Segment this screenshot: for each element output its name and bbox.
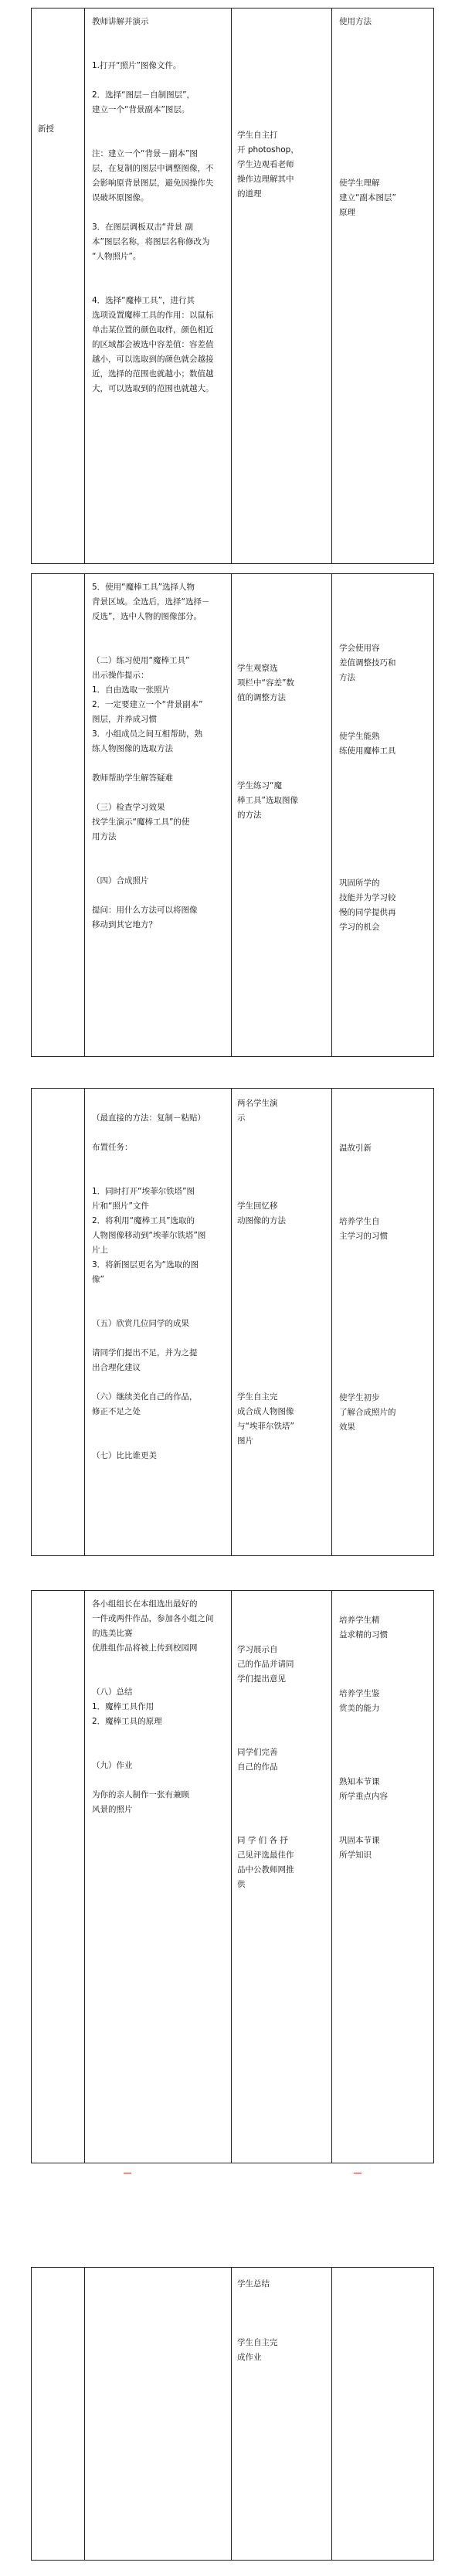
- blank-line: [92, 279, 228, 294]
- text-line: 学们提出意见: [237, 1674, 286, 1684]
- column-divider: [331, 8, 332, 563]
- text-line: 4．选择“魔棒工具”，进行其: [92, 296, 195, 305]
- blank-line: [92, 44, 228, 59]
- blank-line: [339, 1185, 430, 1200]
- text-line: 2．将利用“魔棒工具”选取的: [92, 1216, 195, 1225]
- text-line: 差值调整技巧和: [339, 658, 396, 668]
- text-line: 的选美比赛: [92, 1629, 133, 1638]
- text-line: 大，可以选取到的范围也就越大。: [92, 384, 214, 393]
- text-line: 温故引新: [339, 1144, 372, 1153]
- blank-line: [339, 29, 430, 44]
- blank-line: [237, 1361, 328, 1375]
- blank-line: [237, 1375, 328, 1390]
- text-line: 原理: [339, 208, 355, 217]
- text-line: 3．将新图层更名为“选取的图: [92, 1260, 199, 1269]
- text-line: 赏美的能力: [339, 1704, 380, 1713]
- blank-line: [237, 1599, 328, 1613]
- blank-line: [92, 1419, 228, 1434]
- text-line: 片上: [92, 1246, 108, 1255]
- text-line: 学习的机会: [339, 923, 380, 932]
- blank-line: [339, 1347, 430, 1361]
- text-line: 练使用魔棒工具: [339, 746, 396, 756]
- blank-line: [339, 132, 430, 147]
- text-line: 本”图层名称，将图层名称修改为: [92, 237, 210, 246]
- text-line: 优胜组作品将被上传到校园网: [92, 1643, 198, 1653]
- lesson-table-3: [31, 1088, 434, 1556]
- text-line: 近，选择的范围也就越小；数值越: [92, 369, 214, 379]
- text-line: （八）总结: [92, 1687, 133, 1697]
- text-line: 层，在复制的图层中调整图像，不: [92, 164, 214, 173]
- blank-line: [339, 73, 430, 88]
- blank-line: [237, 1701, 328, 1716]
- blank-line: [339, 1273, 430, 1288]
- text-line: 同 学 们 各 抒: [237, 1836, 288, 1845]
- text-line: 同学们完善: [237, 1748, 278, 1757]
- text-line: 练人物图像的选取方法: [92, 744, 173, 753]
- blank-line: [339, 1288, 430, 1303]
- text-line: 修正不足之处: [92, 1407, 141, 1416]
- text-line: 2．一定要建立一个“背景副本”: [92, 700, 203, 709]
- design-purpose-column: [339, 1112, 430, 1435]
- blank-line: [339, 1804, 430, 1819]
- column-divider: [231, 1089, 232, 1555]
- column-divider: [84, 1591, 85, 2163]
- blank-line: [339, 1376, 430, 1391]
- blank-line: [339, 715, 430, 729]
- column-divider: [84, 574, 85, 1056]
- text-line: 建立一个“背景副本”图层。: [92, 105, 190, 114]
- blank-line: [237, 603, 328, 617]
- text-line: 熟知本节课: [339, 1777, 380, 1786]
- column-divider: [331, 2268, 332, 2560]
- text-line: 移动到其它地方？: [92, 920, 157, 929]
- blank-line: [339, 1244, 430, 1259]
- blank-line: [237, 720, 328, 735]
- text-line: 背景区域。全选后，选择“选择－: [92, 597, 210, 607]
- blank-line: [237, 1229, 328, 1243]
- column-divider: [84, 1089, 85, 1555]
- blank-line: [92, 1670, 228, 1685]
- blank-line: [339, 117, 430, 132]
- text-line: （二）练习使用“魔棒工具”: [92, 656, 190, 665]
- text-line: 3．在图层调板双击“背景 副: [92, 223, 193, 232]
- text-line: 建立“副本图层”: [339, 193, 396, 202]
- student-activity-column: [237, 1096, 328, 1449]
- text-line: 单击某位置的颜色取样，颜色相近: [92, 325, 214, 335]
- student-activity-column: [237, 588, 328, 823]
- text-line: 值的调整方法: [237, 693, 286, 702]
- blank-line: [237, 617, 328, 632]
- blank-line: [237, 1775, 328, 1789]
- blank-line: [237, 1716, 328, 1731]
- text-line: 人物图像移动到“埃菲尔铁塔”图: [92, 1231, 206, 1240]
- teacher-activity-column: [92, 1597, 228, 1817]
- text-line: 己见评选最佳作: [237, 1850, 294, 1860]
- blank-line: [339, 817, 430, 832]
- blank-line: [339, 1760, 430, 1775]
- teacher-activity-column: [92, 15, 228, 396]
- blank-line: [92, 1170, 228, 1184]
- blank-line: [92, 1656, 228, 1670]
- blank-line: [92, 1434, 228, 1449]
- text-line: 所学知识: [339, 1850, 372, 1860]
- blank-line: [339, 103, 430, 117]
- blank-line: [92, 117, 228, 132]
- text-line: 棒工具”选取图像: [237, 796, 298, 805]
- blank-line: [339, 1819, 430, 1833]
- text-line: 成作业: [237, 2353, 262, 2362]
- blank-line: [237, 1804, 328, 1819]
- text-line: 提问：用什么方法可以将图像: [92, 906, 198, 915]
- text-line: 出合理化建议: [92, 1363, 141, 1372]
- blank-line: [92, 1773, 228, 1788]
- text-line: 误破坏原图像。: [92, 193, 149, 202]
- blank-line: [237, 1789, 328, 1804]
- design-purpose-column: [339, 597, 430, 935]
- text-line: （五）欣赏几位同学的成果: [92, 1319, 189, 1328]
- blank-line: [92, 1744, 228, 1759]
- blank-line: [339, 773, 430, 788]
- blank-line: [339, 1745, 430, 1760]
- blank-line: [339, 1317, 430, 1332]
- blank-line: [237, 1243, 328, 1258]
- blank-line: [237, 2306, 328, 2321]
- text-line: 培养学生精: [339, 1616, 380, 1625]
- blank-line: [237, 1170, 328, 1184]
- blank-line: [339, 759, 430, 773]
- text-line: 学生练习“魔: [237, 781, 282, 790]
- blank-line: [237, 1273, 328, 1287]
- blank-line: [339, 1200, 430, 1215]
- blank-line: [339, 612, 430, 627]
- blank-line: [237, 764, 328, 779]
- blank-line: [237, 1731, 328, 1745]
- blank-line: [339, 1731, 430, 1745]
- text-line: 供: [237, 1880, 246, 1889]
- lesson-table-1: [31, 8, 434, 564]
- blank-line: [237, 1140, 328, 1155]
- blank-line: [92, 206, 228, 220]
- text-line: 选项设置魔棒工具的作用：以鼠标: [92, 311, 214, 320]
- blank-line: [339, 700, 430, 715]
- text-line: 教师讲解并演示: [92, 17, 149, 26]
- blank-line: [92, 1302, 228, 1317]
- design-purpose-column: [339, 15, 430, 220]
- text-line: 自己的作品: [237, 1762, 278, 1772]
- text-line: 学生总结: [237, 2279, 270, 2289]
- blank-line: [237, 1258, 328, 1273]
- text-line: 技能并为学习较: [339, 893, 396, 902]
- text-line: 主学习的习惯: [339, 1232, 388, 1241]
- text-line: 学生观察选: [237, 664, 278, 673]
- blank-line: [237, 588, 328, 603]
- blank-line: [92, 73, 228, 88]
- text-line: 会影响原背景图层，避免因操作失: [92, 178, 214, 188]
- blank-line: [339, 1332, 430, 1347]
- blank-line: [237, 705, 328, 720]
- blank-line: [237, 1155, 328, 1170]
- text-line: 示: [237, 1113, 246, 1123]
- blank-line: [237, 1613, 328, 1628]
- blank-line: [92, 639, 228, 654]
- blank-line: [92, 756, 228, 771]
- text-line: 1．自由选取一张照片: [92, 685, 171, 695]
- student-activity-column: [237, 128, 328, 202]
- blank-line: [92, 1155, 228, 1170]
- blank-line: [237, 1346, 328, 1361]
- text-line: 学生回忆移: [237, 1201, 278, 1211]
- text-line: （四）合成照片: [92, 876, 149, 885]
- text-line: 效果: [339, 1422, 355, 1432]
- text-line: 两名学生演: [237, 1099, 278, 1108]
- text-line: 反选”，选中人物的图像部分。: [92, 612, 202, 621]
- text-line: 风景的照片: [92, 1805, 133, 1814]
- text-line: （三）检查学习效果: [92, 803, 165, 812]
- blank-line: [237, 1302, 328, 1317]
- text-line: 操作边理解其中: [237, 175, 294, 184]
- text-line: 2．选择“图层－自制图层”，: [92, 90, 195, 100]
- text-line: （最直接的方法：复制－粘贴）: [92, 1113, 205, 1123]
- blank-line: [92, 1729, 228, 1744]
- text-line: 方法: [339, 673, 355, 682]
- text-line: 成合成人物图像: [237, 1407, 294, 1416]
- blank-line: [339, 1716, 430, 1731]
- blank-line: [92, 845, 228, 859]
- stage-label: 新授: [38, 124, 54, 134]
- text-line: 5．使用“魔棒工具”选择人物: [92, 583, 195, 592]
- text-line: 的区域都会被选中容差值：容差值: [92, 340, 214, 349]
- blank-line: [92, 132, 228, 147]
- blank-line: [339, 847, 430, 861]
- text-line: 使学生理解: [339, 178, 380, 188]
- text-line: 使用方法: [339, 17, 372, 26]
- blank-line: [339, 44, 430, 59]
- blank-line: [237, 647, 328, 661]
- blank-line: [237, 632, 328, 647]
- text-line: 片和“照片”文件: [92, 1201, 149, 1211]
- blank-line: [237, 749, 328, 764]
- blank-line: [92, 889, 228, 903]
- design-purpose-column: [339, 1599, 430, 1863]
- teacher-activity-column: [92, 580, 228, 933]
- blank-line: [237, 1287, 328, 1302]
- text-line: 出示操作提示：: [92, 671, 149, 680]
- blank-line: [237, 1819, 328, 1833]
- text-line: 一件或两件作品，参加各小组之间: [92, 1614, 214, 1623]
- text-line: 所学重点内容: [339, 1792, 388, 1801]
- blank-line: [237, 735, 328, 749]
- blank-line: [339, 1259, 430, 1273]
- teacher-activity-column: [92, 1096, 228, 1463]
- column-divider: [231, 2268, 232, 2560]
- blank-line: [92, 1375, 228, 1390]
- text-line: 3．小组成员之间互相帮助，熟: [92, 729, 203, 739]
- blank-line: [339, 685, 430, 700]
- text-line: （六）继续美化自己的作品，: [92, 1392, 198, 1402]
- text-line: 培养学生鉴: [339, 1689, 380, 1698]
- text-line: 学会使用容: [339, 644, 380, 653]
- text-line: 2．魔棒工具的原理: [92, 1717, 162, 1726]
- text-line: 慢的同学提供再: [339, 908, 396, 917]
- text-line: 找学生演示“魔棒工具”的使: [92, 817, 190, 827]
- text-line: 项栏中“容差”数: [237, 678, 294, 688]
- text-line: 使学生能熟: [339, 732, 380, 741]
- text-line: 教师帮助学生解答疑难: [92, 773, 173, 783]
- blank-line: [339, 1171, 430, 1185]
- text-line: （七）比比谁更美: [92, 1451, 157, 1460]
- blank-line: [339, 1127, 430, 1141]
- blank-line: [339, 597, 430, 612]
- blank-line: [339, 627, 430, 641]
- column-divider: [331, 1089, 332, 1555]
- blank-line: [339, 161, 430, 176]
- blank-line: [237, 1331, 328, 1346]
- lesson-table-2: [31, 573, 434, 1057]
- text-line: 学生自主完: [237, 2338, 278, 2347]
- student-activity-column: [237, 2277, 328, 2365]
- blank-line: [92, 1126, 228, 1140]
- blank-line: [237, 2321, 328, 2336]
- text-line: 1.打开“照片”图像文件。: [92, 61, 182, 70]
- lesson-table-4: [31, 1590, 434, 2163]
- text-line: 益求精的习惯: [339, 1630, 388, 1640]
- blank-line: [339, 147, 430, 161]
- text-line: 布置任务：: [92, 1143, 133, 1152]
- blank-line: [92, 1331, 228, 1346]
- blank-line: [339, 1657, 430, 1672]
- student-activity-column: [237, 1599, 328, 1892]
- blank-line: [237, 1126, 328, 1140]
- text-line: 各小组组长在本组选出最好的: [92, 1599, 198, 1609]
- text-line: 图层，并养成习惯: [92, 715, 157, 724]
- blank-line: [92, 624, 228, 639]
- text-line: 培养学生自: [339, 1217, 380, 1226]
- text-line: 为你的亲人制作一张有兼顾: [92, 1790, 189, 1799]
- text-line: 的道理: [237, 189, 262, 199]
- blank-line: [92, 786, 228, 800]
- text-line: 学生自主完: [237, 1392, 278, 1402]
- text-line: 1．魔棒工具作用: [92, 1702, 154, 1711]
- blank-line: [339, 1156, 430, 1171]
- blank-line: [339, 1361, 430, 1376]
- text-line: 动图像的方法: [237, 1216, 286, 1225]
- column-divider: [84, 8, 85, 563]
- blank-line: [237, 1317, 328, 1331]
- blank-line: [339, 788, 430, 803]
- column-divider: [231, 574, 232, 1056]
- text-line: 请同学们提出不足，并为之提: [92, 1348, 198, 1358]
- blank-line: [237, 1687, 328, 1701]
- blank-line: [339, 832, 430, 847]
- column-divider: [231, 1591, 232, 2163]
- blank-line: [339, 59, 430, 73]
- blank-line: [339, 803, 430, 817]
- blank-line: [237, 1628, 328, 1643]
- column-divider: [84, 2268, 85, 2560]
- blank-line: [339, 1303, 430, 1317]
- blank-line: [92, 1096, 228, 1111]
- text-line: 了解合成照片的: [339, 1408, 396, 1417]
- blank-line: [92, 859, 228, 874]
- text-line: （九）作业: [92, 1761, 133, 1770]
- blank-line: [92, 264, 228, 279]
- text-line: 学生边观看老师: [237, 160, 294, 169]
- text-line: 像”: [92, 1275, 104, 1284]
- text-line: 与“埃菲尔铁塔”: [237, 1422, 294, 1431]
- text-line: “人物照片”。: [92, 252, 141, 261]
- column-divider: [331, 1591, 332, 2163]
- text-line: 图片: [237, 1436, 253, 1446]
- text-line: 用方法: [92, 832, 117, 841]
- text-line: 的方法: [237, 811, 262, 820]
- text-line: 开 photoshop，: [237, 145, 299, 155]
- text-line: 巩固本节课: [339, 1836, 380, 1845]
- text-line: 学习展示自: [237, 1645, 278, 1654]
- blank-line: [339, 1112, 430, 1127]
- blank-line: [92, 1287, 228, 1302]
- blank-line: [237, 1184, 328, 1199]
- text-line: 越小，可以选取到的颜色就会越接: [92, 355, 214, 364]
- blank-line: [339, 861, 430, 876]
- blank-line: [237, 2292, 328, 2306]
- text-line: 使学生初步: [339, 1393, 380, 1402]
- text-line: 注：建立一个“背景－副本”图: [92, 149, 198, 158]
- blank-line: [339, 1672, 430, 1687]
- blank-line: [339, 88, 430, 103]
- text-line: 1．同时打开“埃菲尔铁塔”图: [92, 1187, 195, 1196]
- column-divider: [331, 574, 332, 1056]
- text-line: 己的作品并请同: [237, 1660, 294, 1669]
- text-line: 学生自主打: [237, 131, 278, 140]
- blank-line: [339, 1643, 430, 1657]
- blank-line: [339, 1599, 430, 1613]
- blank-line: [92, 29, 228, 44]
- column-divider: [231, 8, 232, 563]
- text-line: 巩固所学的: [339, 878, 380, 888]
- lesson-table-5: [31, 2267, 434, 2561]
- text-line: 品中公教师网推: [237, 1865, 294, 1874]
